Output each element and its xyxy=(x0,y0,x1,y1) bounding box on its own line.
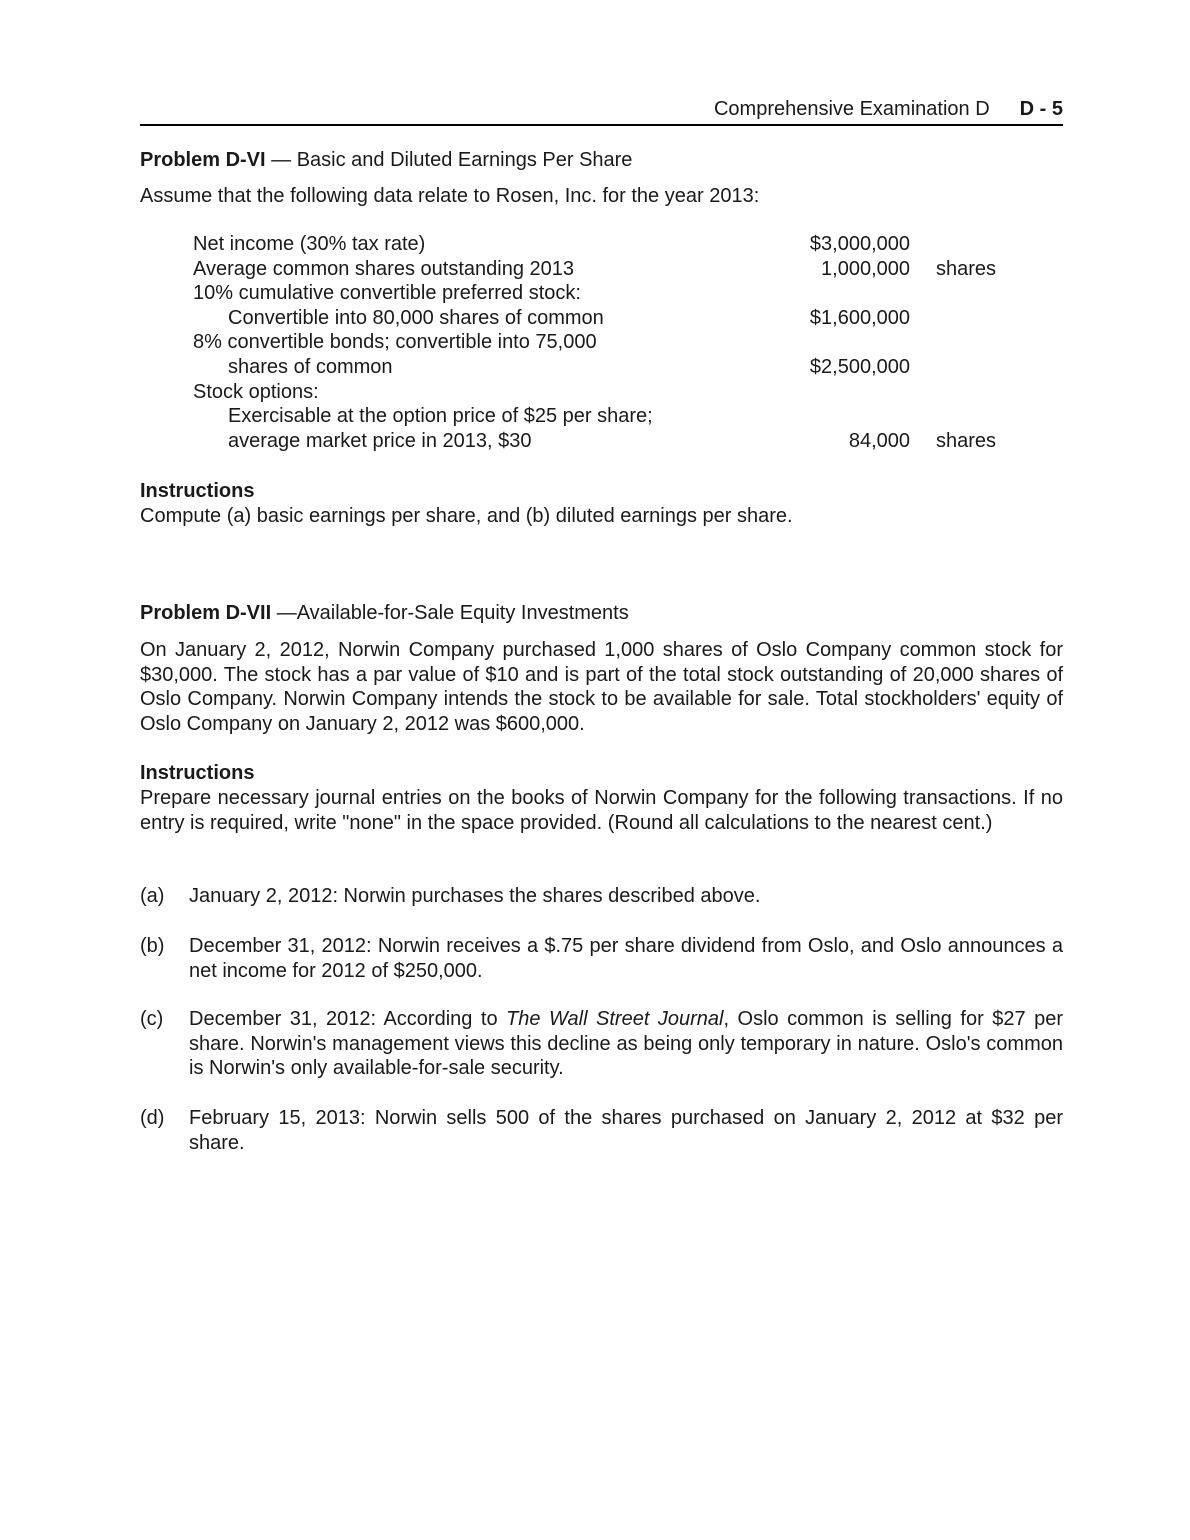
table-row xyxy=(193,306,996,331)
row-unit: shares xyxy=(936,429,997,452)
problem-6-data-table xyxy=(193,232,996,453)
publication-title: The Wall Street Journal xyxy=(506,1008,724,1030)
row-label: 8% convertible bonds; convertible into 75,000 xyxy=(193,331,597,354)
row-amount: 84,000 xyxy=(848,429,910,452)
row-label: 10% cumulative convertible preferred stock: xyxy=(193,282,581,305)
row-amount xyxy=(788,380,910,405)
list-item-b xyxy=(140,934,1063,983)
problem-7-instructions: Prepare necessary journal entries on the books of Norwin Company for the following transactions. If no entry is required, write "none" in the space provided. (Round all calculations to the nearest cent.) xyxy=(140,787,1063,834)
row-amount: $3,000,000 xyxy=(809,233,910,255)
item-text xyxy=(189,1007,1063,1081)
problem-7-instructions-heading: Instructions xyxy=(140,762,255,784)
table-row xyxy=(193,355,996,380)
table-row xyxy=(193,257,996,282)
problem-7-heading xyxy=(140,601,629,626)
page-header xyxy=(140,98,1063,126)
problem-6-instructions-heading: Instructions xyxy=(140,480,255,502)
header-title: Comprehensive Examination D xyxy=(713,98,990,120)
item-label: (a) xyxy=(140,885,165,907)
row-amount xyxy=(788,281,910,306)
item-text: January 2, 2012: Norwin purchases the shares described above. xyxy=(189,885,761,907)
row-amount: $1,600,000 xyxy=(809,306,910,329)
item-label: (b) xyxy=(140,935,165,957)
item-text: December 31, 2012: Norwin receives a $.75 per share dividend from Oslo, and Oslo announces a net income for 2012 of $250,000. xyxy=(189,935,1063,982)
list-item-d xyxy=(140,1106,1063,1155)
table-row xyxy=(193,232,996,257)
row-label: shares of common xyxy=(228,355,393,378)
table-row xyxy=(193,330,996,355)
list-item-a xyxy=(140,884,1063,909)
problem-6-label: Problem D-VI xyxy=(140,149,266,171)
item-text-pre: December 31, 2012: According to xyxy=(189,1008,507,1030)
list-item-c xyxy=(140,1007,1063,1081)
item-text-post: , Oslo common is selling for $27 per share. Norwin's management views this decline as being only temporary in nature. Oslo's common is Norwin's only available-for-sale security. xyxy=(189,1008,1063,1080)
row-label: Average common shares outstanding 2013 xyxy=(193,257,574,280)
row-label: Net income (30% tax rate) xyxy=(193,233,426,255)
row-label: average market price in 2013, $30 xyxy=(228,429,532,452)
row-label: Stock options: xyxy=(193,380,319,403)
row-unit: shares xyxy=(936,257,997,280)
row-amount xyxy=(788,404,910,429)
problem-7-title: —Available-for-Sale Equity Investments xyxy=(271,602,629,624)
row-unit xyxy=(910,281,996,306)
table-row xyxy=(193,281,996,306)
table-row xyxy=(193,429,996,454)
table-row xyxy=(193,380,996,405)
item-label: (c) xyxy=(140,1008,164,1030)
row-unit xyxy=(910,306,996,331)
row-amount: $2,500,000 xyxy=(809,355,910,378)
problem-6-heading xyxy=(140,148,632,173)
problem-6-intro: Assume that the following data relate to Rosen, Inc. for the year 2013: xyxy=(140,185,760,207)
row-amount xyxy=(788,330,910,355)
row-label: Convertible into 80,000 shares of common xyxy=(228,306,604,329)
problem-7-intro: On January 2, 2012, Norwin Company purchased 1,000 shares of Oslo Company common stock for $30,000. The stock has a par value of $10 and is part of the total stock outstanding of 20,000 shares of Oslo Company. Norwin Company intends the stock to be available for sale. Total stockholders' equity of Oslo Company on January 2, 2012 was $600,000. xyxy=(140,639,1063,735)
row-unit xyxy=(910,380,996,405)
row-unit xyxy=(910,355,996,380)
row-label: Exercisable at the option price of $25 per share; xyxy=(228,405,653,428)
row-unit xyxy=(910,404,996,429)
row-amount: 1,000,000 xyxy=(821,257,910,280)
problem-6-instructions: Compute (a) basic earnings per share, and (b) diluted earnings per share. xyxy=(140,505,793,527)
item-label: (d) xyxy=(140,1107,165,1129)
row-unit xyxy=(910,330,996,355)
page-number: D - 5 xyxy=(1019,98,1063,120)
item-text: February 15, 2013: Norwin sells 500 of the shares purchased on January 2, 2012 at $32 per share. xyxy=(189,1107,1063,1154)
row-unit xyxy=(910,232,996,257)
problem-6-title: — Basic and Diluted Earnings Per Share xyxy=(265,149,633,171)
table-row xyxy=(193,404,996,429)
problem-7-label: Problem D-VII xyxy=(140,602,272,624)
